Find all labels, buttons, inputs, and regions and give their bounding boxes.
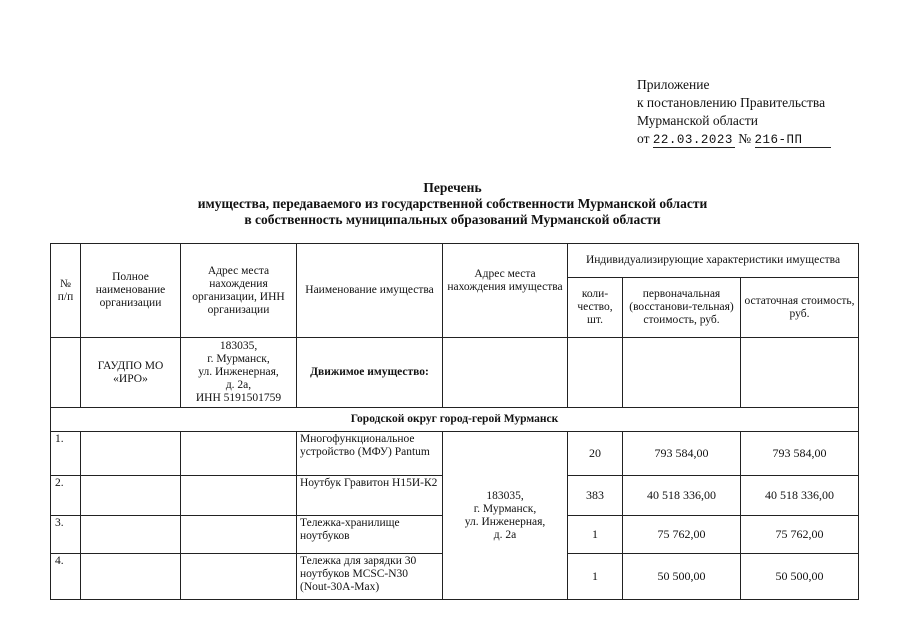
header-row-1	[51, 244, 859, 278]
title-line-2: имущества, передаваемого из государственной собственности Мурманской области	[197, 196, 708, 211]
appendix-region: Мурманской области	[637, 113, 758, 128]
table-row	[51, 432, 859, 476]
section-row	[51, 408, 859, 432]
property-address-line: ул. Инженерная,	[464, 515, 546, 528]
initial-cost: 40 518 336,00	[623, 476, 741, 516]
row-empty-org-address	[181, 554, 297, 600]
property-table	[50, 243, 859, 600]
resolution-date: 22.03.2023	[652, 133, 733, 147]
header-org: Полное наименование организации	[81, 244, 181, 338]
property-type: Движимое имущество:	[297, 338, 443, 408]
document-title	[0, 180, 905, 228]
org-address	[181, 338, 297, 408]
property-name: Тележка-хранилище ноутбуков	[297, 516, 443, 554]
row-empty-org-address	[181, 516, 297, 554]
residual-cost: 50 500,00	[741, 554, 859, 600]
appendix-label: Приложение	[637, 77, 710, 92]
org-name: ГАУДПО МО «ИРО»	[81, 338, 181, 408]
number-prefix: №	[738, 131, 752, 146]
title-line-1: Перечень	[423, 180, 482, 195]
section-title: Городской округ город-герой Мурманск	[51, 408, 859, 432]
property-name: Многофункциональное устройство (МФУ) Pantum	[297, 432, 443, 476]
quantity: 20	[568, 432, 623, 476]
org-row-empty-residual	[741, 338, 859, 408]
org-row-num	[51, 338, 81, 408]
org-row	[51, 338, 859, 408]
row-empty-org-address	[181, 432, 297, 476]
org-row-empty-address	[443, 338, 568, 408]
row-empty-org	[81, 516, 181, 554]
property-address-line: г. Мурманск,	[473, 502, 537, 515]
residual-cost: 75 762,00	[741, 516, 859, 554]
appendix-resolution-ref: к постановлению Правительства	[637, 95, 826, 110]
property-address	[443, 432, 568, 600]
row-num: 2.	[51, 476, 81, 516]
title-line-3: в собственность муниципальных образований Мурманской области	[244, 212, 661, 227]
initial-cost: 50 500,00	[623, 554, 741, 600]
org-address-line: 183035,	[219, 340, 258, 352]
org-address-line: д. 2а,	[225, 379, 252, 391]
residual-cost: 793 584,00	[741, 432, 859, 476]
org-row-empty-initial	[623, 338, 741, 408]
org-address-line: г. Мурманск,	[207, 353, 270, 365]
org-address-line: ул. Инженерная,	[198, 366, 279, 378]
row-empty-org	[81, 554, 181, 600]
header-quantity: коли-чество, шт.	[568, 278, 623, 338]
initial-cost: 793 584,00	[623, 432, 741, 476]
property-address-line: д. 2а	[493, 528, 517, 541]
header-residual-cost: остаточная стоимость, руб.	[741, 278, 859, 338]
header-property-address: Адрес места нахождения имущества	[443, 244, 568, 338]
quantity: 1	[568, 554, 623, 600]
row-num: 4.	[51, 554, 81, 600]
row-num: 3.	[51, 516, 81, 554]
header-org-address: Адрес места нахождения организации, ИНН организации	[181, 244, 297, 338]
header-characteristics: Индивидуализирующие характеристики имущества	[568, 244, 859, 278]
org-inn: ИНН 5191501759	[195, 392, 282, 404]
header-num: № п/п	[51, 244, 81, 338]
property-name: Ноутбук Гравитон Н15И-К2	[297, 476, 443, 516]
property-address-line: 183035,	[486, 489, 524, 502]
resolution-number: 216-ПП	[755, 133, 831, 148]
date-prefix: от	[637, 131, 650, 146]
row-empty-org	[81, 476, 181, 516]
org-row-empty-qty	[568, 338, 623, 408]
appendix-block	[637, 76, 831, 148]
initial-cost: 75 762,00	[623, 516, 741, 554]
row-num: 1.	[51, 432, 81, 476]
row-empty-org-address	[181, 476, 297, 516]
quantity: 1	[568, 516, 623, 554]
residual-cost: 40 518 336,00	[741, 476, 859, 516]
header-initial-cost: первоначальная (восстанови-тельная) стоимость, руб.	[623, 278, 741, 338]
quantity: 383	[568, 476, 623, 516]
property-name: Тележка для зарядки 30 ноутбуков MCSC-N30 (Nout-30A-Max)	[297, 554, 443, 600]
appendix-date-row	[637, 130, 831, 148]
header-property-name: Наименование имущества	[297, 244, 443, 338]
row-empty-org	[81, 432, 181, 476]
